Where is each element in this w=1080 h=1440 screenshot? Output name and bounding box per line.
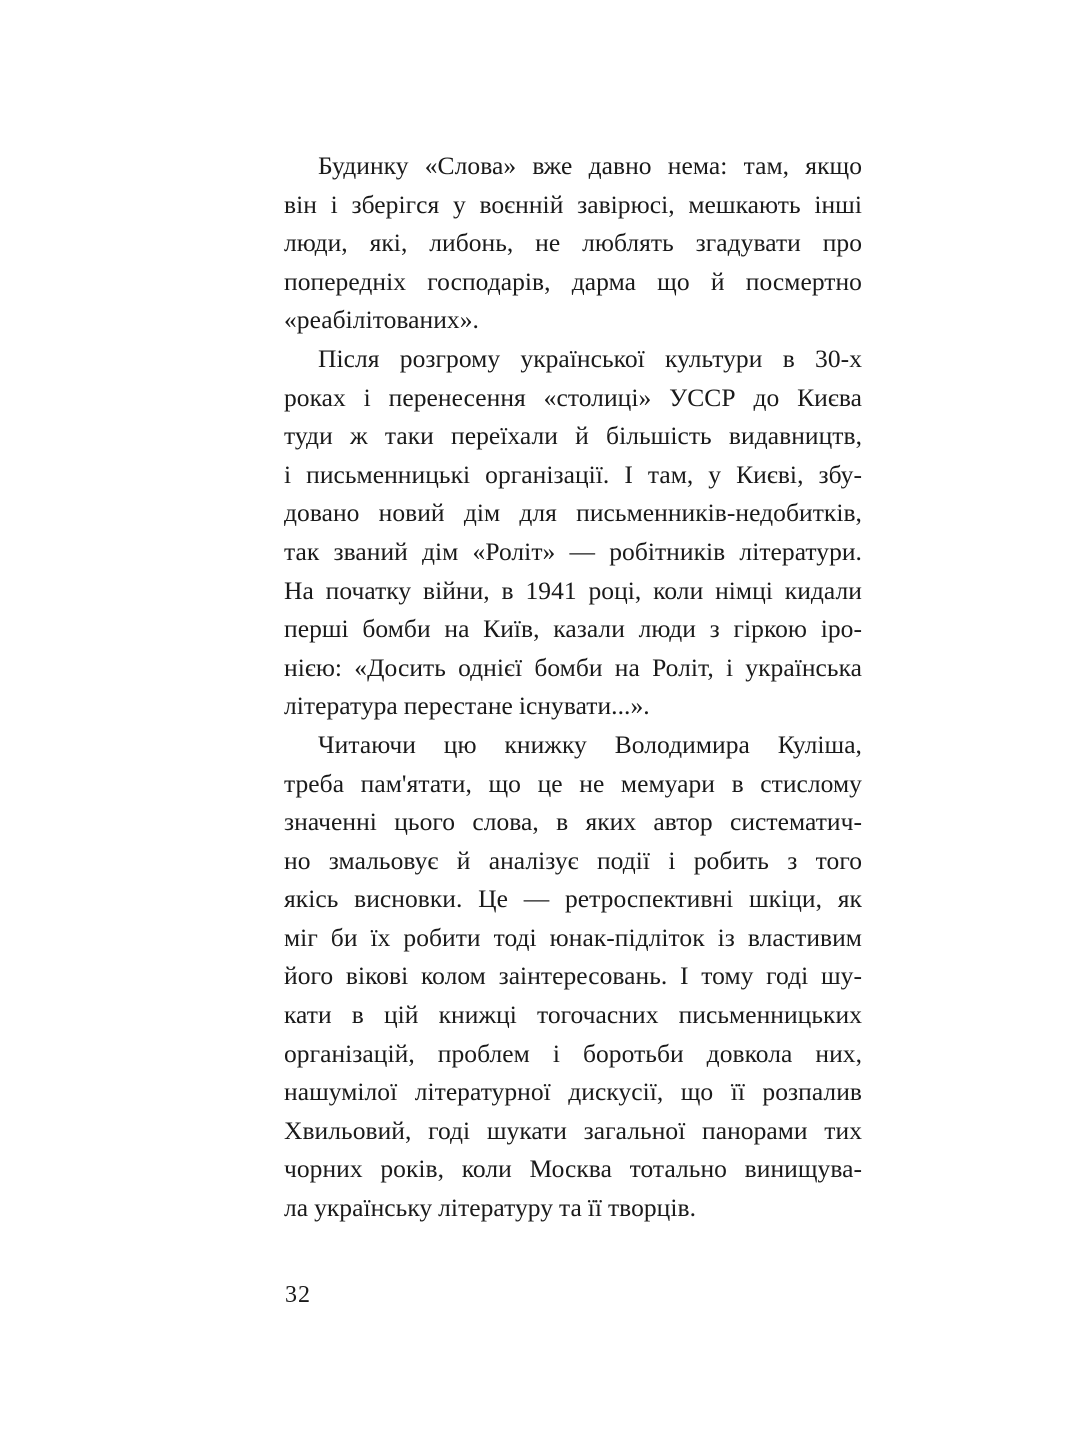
text-line: люди, які, либонь, не люблять згадувати про (284, 228, 862, 258)
text-line: попередніх господарів, дарма що й посмертно (284, 266, 862, 296)
text-line: якісь висновки. Це — ретроспективні шкіци, як (284, 884, 862, 914)
text-line: На початку війни, в 1941 році, коли німці кидали (284, 575, 862, 605)
text-line: роках і перенесення «столиці» УССР до Києва (284, 382, 862, 412)
text-line: перші бомби на Київ, казали люди з гіркою іро- (284, 614, 862, 644)
text-line: так званий дім «Роліт» — робітників літератури. (284, 536, 862, 566)
text-line: і письменницькі організації. І там, у Києві, збу- (284, 459, 862, 489)
text-line: література перестане існувати...». (284, 691, 650, 721)
text-line: Будинку «Слова» вже давно нема: там, якщо (318, 151, 862, 180)
text-line: ла українську літературу та її творців. (284, 1193, 697, 1223)
text-line: Хвильовий, годі шукати загальної панорами тих (284, 1115, 862, 1145)
text-line: «реабілітованих». (284, 305, 479, 335)
text-line: кати в цій книжці тогочасних письменницьких (284, 1000, 862, 1030)
text-line: довано новий дім для письменників-недобитків, (284, 498, 862, 528)
text-line: Після розгрому української культури в 30-х (318, 343, 862, 373)
text-line: значенні цього слова, в яких автор систематич- (284, 807, 862, 837)
text-line: Читаючи цю книжку Володимира Куліша, (318, 729, 862, 759)
paragraph-1 (284, 147, 862, 340)
text-line: чорних років, коли Москва тотально винищува- (284, 1154, 862, 1184)
text-line: він і зберігся у воєнній завірюсі, мешкають інші (284, 189, 862, 219)
text-line: треба пам'ятати, що це не мемуари в стислому (284, 768, 862, 798)
text-line: нією: «Досить однієї бомби на Роліт, і українська (284, 652, 862, 682)
paragraph-2 (284, 340, 862, 726)
page-number: 32 (285, 1282, 311, 1308)
text-line: туди ж таки переїхали й більшість видавництв, (284, 421, 862, 451)
text-line: нашумілої літературної дискусії, що її розпалив (284, 1077, 862, 1107)
paragraph-3 (284, 726, 862, 1228)
text-line: його вікові колом заінтересовань. І тому годі шу- (284, 961, 862, 991)
text-line: но змальовує й аналізує події і робить з того (284, 845, 862, 875)
body-text (284, 147, 862, 1228)
text-line: міг би їх робити тоді юнак-підліток із властивим (284, 922, 862, 952)
text-line: організацій, проблем і боротьби довкола них, (284, 1038, 862, 1068)
